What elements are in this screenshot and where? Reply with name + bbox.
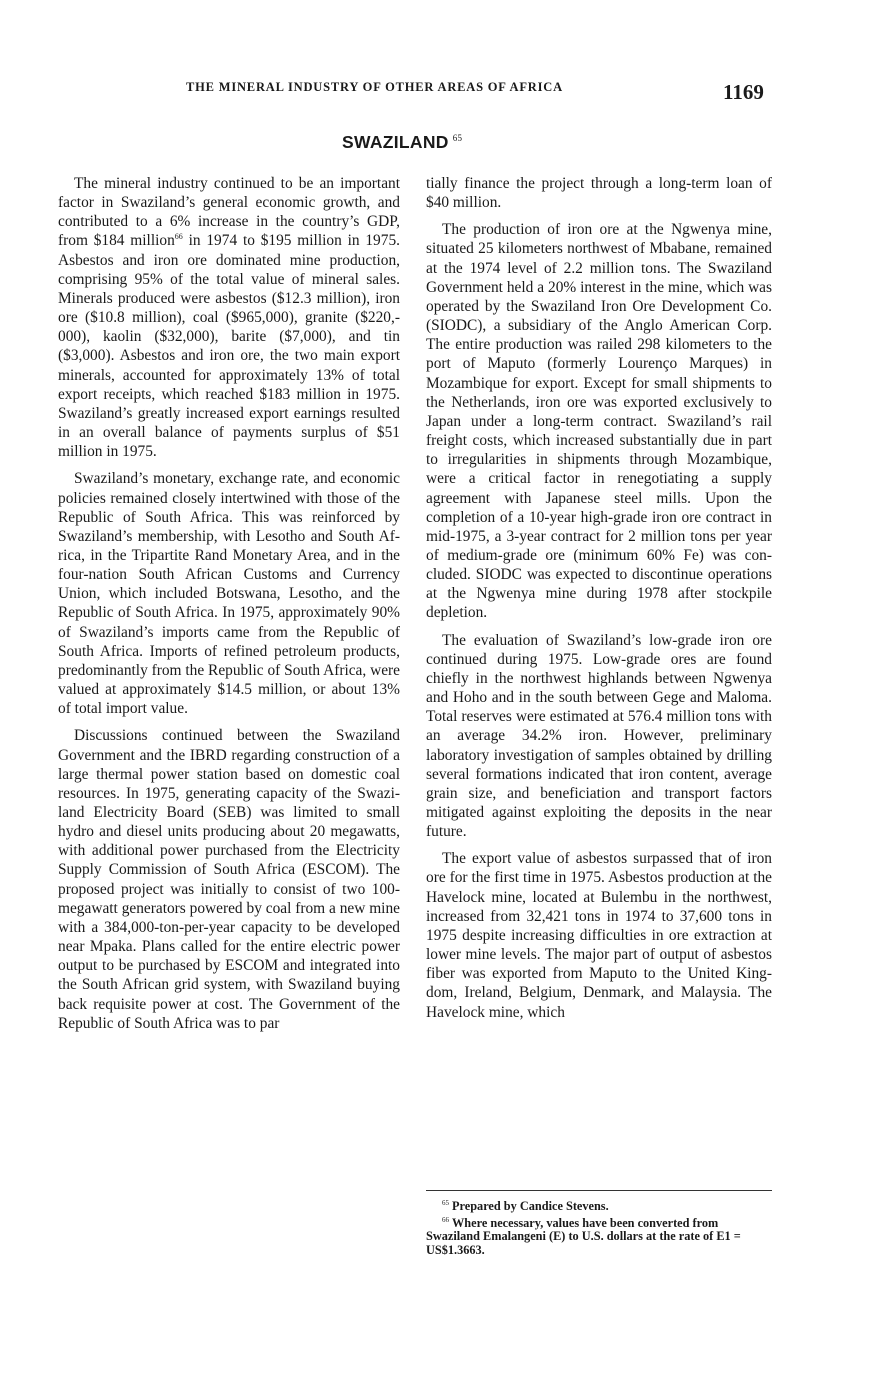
footnote-text: Where necessary, values have been converted from Swaziland Emalangeni (E) to U.S. dollars at the rate of E1 = US$1.3663. [426, 1215, 741, 1257]
footnote-65 [426, 1197, 772, 1214]
paragraph-mineral-industry [58, 174, 400, 461]
left-column [58, 174, 400, 1041]
footnote-number: 66 [442, 1215, 449, 1224]
page-number: 1169 [723, 80, 764, 104]
paragraph-low-grade-ore: The evaluation of Swaziland’s low-grade iron ore continued during 1975. Low-grade ores are found chiefly in the northwest highlands between Ngwenya and Hoho and in the south between Gege and Maloma. Total reserves were estimated at 576.4 million tons with an average 34.2% iron. However, preliminary laboratory investigation of samples obtained by drilling several formations indicated that iron content, average grain size, and beneficiation and transport factors mitigated against exploiting the deposits in the near future. [426, 631, 772, 841]
footnote-ref-66: 66 [174, 232, 183, 242]
paragraph-iron-ore-production: The production of iron ore at the Ngwenya mine, situated 25 kilometers northwest of Mbabane, remained at the 1974 level of 2.2 million tons. The Swaziland Government held a 20% interest in the mine, which was operated by the Swaziland Iron Ore Development Co. (SIODC), a subsidiary of the Anglo American Corp. The entire production was railed 298 kilometers to the port of Maputo (formerly Lourenço Marques) in Mozambique for export. Except for small shipments to the Netherlands, iron ore was exported exclusively to Japan under a long-term contract. Swaziland’s rail freight costs, which increased substantially due in part to irregularities in shipments through Mozambique, were a critical factor in renegotiating a supply agreement with Japanese steel mills. Upon the completion of a 10-year high-grade iron ore contract in mid-1975, a 3-year contract for 2 million tons per year of medium-grade ore (minimum 60% Fe) was concluded. SIODC was expected to discontinue operations at the Ngwenya mine during 1978 after stockpile depletion. [426, 221, 772, 622]
footnote-text: Prepared by Candice Stevens. [452, 1199, 609, 1214]
footnote-ref-65: 65 [452, 133, 463, 144]
section-title-text: SWAZILAND [342, 132, 449, 152]
footnote-number: 65 [442, 1199, 449, 1207]
paragraph-loan-continuation: tially finance the project through a long-term loan of $40 million. [426, 175, 772, 212]
paragraph-text: in 1974 to $195 million in 1975. Asbestos and iron ore dominated mine production, comprising 95% of the total value of mineral sales. Minerals produced were asbestos ($12.3 million), iron ore ($10.8 million), coal ($965,000), granite ($220,000), kaolin ($32,000), barite ($7,000), and tin ($3,000). Asbestos and iron ore, the two main export minerals, accounted for approximately 13% of total export receipts, which reached $183 million in 1975. Swaziland’s greatly increased export earnings resulted in an overall balance of payments surplus of $51 million in 1975. [58, 232, 400, 461]
paragraph-monetary-policy: Swaziland’s monetary, exchange rate, and economic policies remained closely intertwined with those of the Republic of South Africa. This was reinforced by Swaziland’s membership, with Lesotho and South Africa, in the Tripartite Rand Monetary Area, and in the four-nation South African Customs and Currency Union, which included Botswana, Lesotho, and the Republic of South Africa. In 1975, approximately 90% of Swaziland’s imports came from the Republic of South Africa. Imports of refined petroleum products, predominantly from the Republic of South Africa, were valued at approximately $14.5 million, or about 13% of total import value. [58, 470, 400, 718]
footnote-66 [426, 1214, 772, 1258]
section-title [342, 132, 462, 153]
running-head: THE MINERAL INDUSTRY OF OTHER AREAS OF AFRICA [186, 80, 563, 94]
right-column [426, 174, 772, 1030]
paragraph-text: The mineral industry continued to be an important factor in Swaziland’s general economic growth, and contributed to a 6% increase in the country’s GDP, from $184 million [58, 175, 400, 250]
paragraph-asbestos: The export value of asbestos surpassed that of iron ore for the first time in 1975. Asbestos production at the Havelock mine, located at Bulembu in the northwest, increased from 32,421 tons in 1974 to 37,600 tons in 1975 despite increasing difficulties in ore extraction at lower mine levels. The major part of output of asbestos fiber was exported from Maputo to the United Kingdom, Ireland, Belgium, Denmark, and Malaysia. The Havelock mine, which [426, 850, 772, 1021]
footnotes [426, 1190, 772, 1258]
paragraph-power-station: Discussions continued between the Swaziland Government and the IBRD regarding construction of a large thermal power station based on domestic coal resources. In 1975, generating capacity of the Swaziland Electricity Board (SEB) was limited to small hydro and diesel units producing about 20 megawatts, with additional power purchased from the Electricity Supply Commission of South Africa (ESCOM). The proposed project was initially to consist of two 100-megawatt generators powered by coal from a new mine with a 384,000-ton-per-year capacity to be developed near Mpaka. Plans called for the entire electric power output to be purchased by ESCOM and integrated into the South African grid system, with Swaziland buying back requisite power at cost. The Government of the Republic of South Africa was to par [58, 727, 400, 1032]
